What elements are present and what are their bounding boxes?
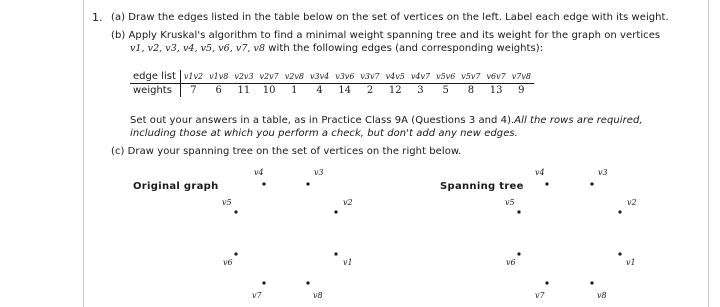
- edge-cell: v6v7: [484, 70, 509, 84]
- vertex-dot: [262, 281, 265, 284]
- edge-cell: v1v2: [180, 70, 206, 84]
- edge-cell: v2v8: [282, 70, 307, 84]
- vertex-dot: [590, 182, 593, 185]
- weight-cell: 4: [316, 85, 323, 96]
- weight-cell: 2: [366, 85, 374, 96]
- edge-cell: v3v6: [332, 70, 357, 84]
- weight-cell: 7: [190, 85, 197, 96]
- instructions-line-2: including those at which you perform a check, but don't add any new edges.: [130, 128, 518, 139]
- spanning-tree-title: Spanning tree: [440, 181, 524, 192]
- vertex-label: v8: [313, 291, 323, 300]
- original-graph-title: Original graph: [133, 181, 219, 192]
- weight-cell: 10: [262, 85, 276, 96]
- edge-cell: v5v7: [458, 70, 483, 84]
- weight-cell: 11: [237, 85, 251, 96]
- spanning-tree-vertices: [505, 168, 637, 300]
- vertex-dot: [590, 281, 593, 284]
- vertex-label: v5: [222, 198, 232, 207]
- vertex-dot: [234, 252, 237, 255]
- vertex-label: v8: [597, 291, 607, 300]
- vertex-label: v4: [254, 168, 264, 177]
- vertex-label: v1: [626, 258, 636, 267]
- edge-cell: v2v3: [231, 70, 256, 84]
- weight-cell: 9: [518, 85, 525, 96]
- edge-cell: v3v7: [357, 70, 382, 84]
- edge-cell: v7v8: [509, 70, 534, 84]
- vertex-label: v3: [314, 168, 324, 177]
- vertex-label: v5: [505, 198, 515, 207]
- vertex-dot: [306, 182, 309, 185]
- vertex-label: v7: [252, 291, 262, 300]
- weight-cell: 14: [338, 85, 352, 96]
- original-graph-vertices: [222, 168, 353, 300]
- weight-cell: 13: [489, 85, 503, 96]
- vertex-label: v6: [223, 258, 233, 267]
- vertex-label: v7: [535, 291, 545, 300]
- part-c-text: (c) Draw your spanning tree on the set of vertices on the right below.: [111, 146, 462, 157]
- edge-cell: v1v8: [206, 70, 231, 84]
- edge-cell: v3v4: [307, 70, 332, 84]
- vertex-dot: [306, 281, 309, 284]
- edge-cell: v4v5: [383, 70, 408, 84]
- instructions-text: Set out your answers in a table, as in Practice Class 9A (Questions 3 and 4).: [130, 115, 515, 126]
- vertex-label: v1: [343, 258, 353, 267]
- vertex-dot: [334, 252, 337, 255]
- weight-cell: 6: [215, 85, 222, 96]
- vertex-dot: [618, 210, 621, 213]
- edge-cell: v4v7: [408, 70, 433, 84]
- weight-cell: 12: [388, 85, 402, 96]
- weight-cell: 8: [467, 85, 475, 96]
- vertex-label: v2: [627, 198, 637, 207]
- vertex-label: v2: [343, 198, 353, 207]
- weight-cell: 5: [442, 85, 449, 96]
- part-b-text: (b) Apply Kruskal's algorithm to find a minimal weight spanning tree and its weight for the graph on vertices: [111, 30, 661, 41]
- part-b-tail: with the following edges (and corresponding weights):: [265, 43, 544, 54]
- question-number: 1.: [92, 11, 103, 24]
- edge-list-header: edge list: [130, 70, 180, 84]
- vertex-label: v3: [598, 168, 608, 177]
- vertex-dot: [517, 252, 520, 255]
- vertex-dot: [545, 281, 548, 284]
- vertex-dot: [334, 210, 337, 213]
- vertex-dot: [545, 182, 548, 185]
- instructions-italic: All the rows are required,: [514, 115, 643, 126]
- vertex-dot: [618, 252, 621, 255]
- weight-cell: 1: [291, 85, 298, 96]
- vertex-list: v1, v2, v3, v4, v5, v6, v7, v8: [130, 43, 266, 54]
- part-a-text: (a) Draw the edges listed in the table below on the set of vertices on the left. Label each edge with its weight.: [111, 12, 669, 23]
- vertex-label: v4: [535, 168, 545, 177]
- vertex-dot: [262, 182, 265, 185]
- edge-cell: v5v6: [433, 70, 458, 84]
- weight-cell: 3: [417, 85, 424, 96]
- edge-cell: v2v7: [257, 70, 282, 84]
- vertex-label: v6: [506, 258, 516, 267]
- weights-header: weights: [130, 84, 180, 98]
- vertex-dot: [234, 210, 237, 213]
- vertex-dot: [517, 210, 520, 213]
